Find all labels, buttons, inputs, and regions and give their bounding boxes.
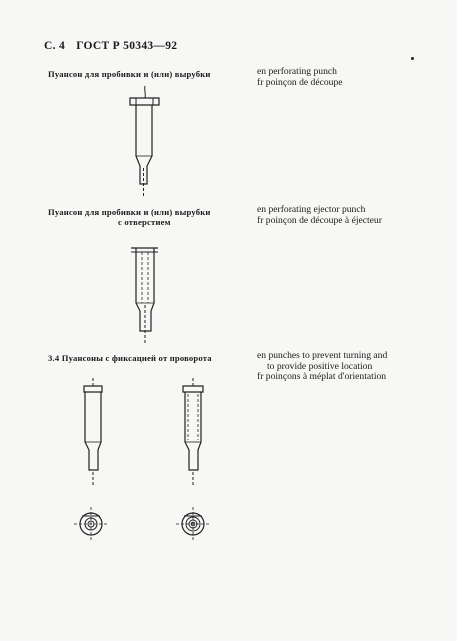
entry-3-terms [257, 351, 387, 383]
entry-1-terms [257, 67, 343, 88]
page-label: С. 4 [44, 40, 66, 52]
entry-2-terms [257, 205, 382, 226]
entry-3-russian-term: 3.4 Пуансоны с фиксацией от проворота [48, 353, 212, 363]
entry-1-russian-term: Пуансон для пробивки и (или) вырубки [48, 69, 211, 79]
figure-perforating-punch [125, 86, 165, 198]
page-header [44, 40, 185, 52]
entry-1-fr-term: fr poinçon de découpe [257, 76, 343, 88]
standard-number: ГОСТ Р 50343—92 [76, 40, 178, 52]
entry-2-en-term: en perforating ejector punch [257, 204, 366, 215]
figure-anti-turn-punch-left [76, 378, 110, 488]
entry-1-en-term: en perforating punch [257, 66, 337, 77]
entry-3-en-term-continued: to provide positive location [267, 360, 373, 372]
figure-perforating-ejector-punch [128, 245, 162, 345]
entry-2-russian-line-2: с отверстием [118, 217, 171, 227]
figure-anti-turn-punch-right-end-view [176, 507, 210, 541]
entry-2-fr-term: fr poinçon de découpe à éjecteur [257, 214, 382, 226]
print-mark [411, 57, 414, 60]
entry-3-en-term: en punches to prevent turning and [257, 350, 388, 361]
entry-3-fr-term: fr poinçons à méplat d'orientation [257, 371, 387, 382]
figure-anti-turn-punch-right [176, 378, 210, 488]
figure-anti-turn-punch-left-end-view [74, 507, 108, 541]
entry-2-russian-term [48, 207, 211, 227]
entry-2-russian-line-1: Пуансон для пробивки и (или) вырубки [48, 207, 211, 217]
